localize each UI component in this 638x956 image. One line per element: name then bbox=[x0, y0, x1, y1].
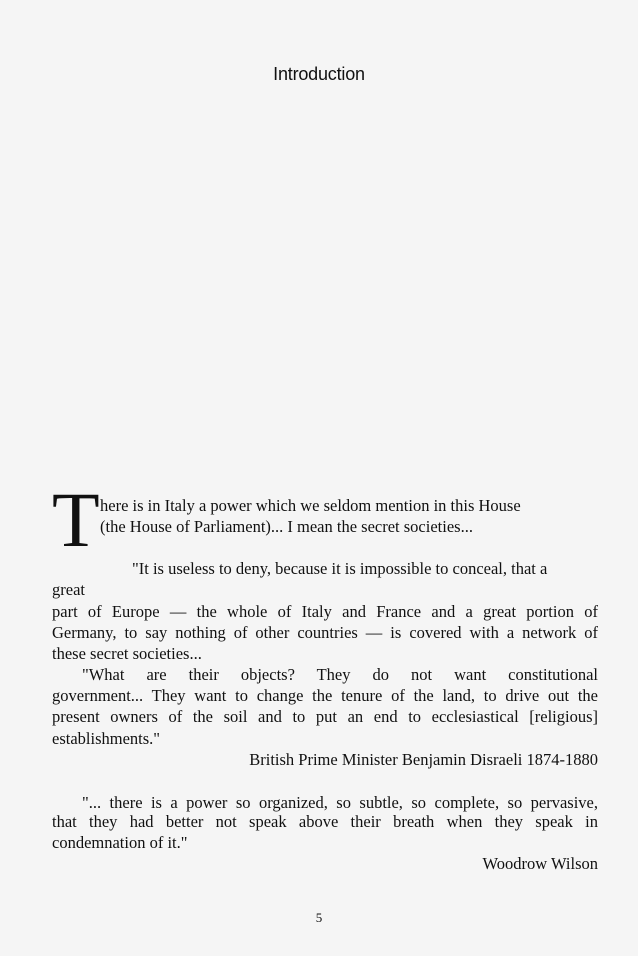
quote-line: these secret societies... bbox=[52, 644, 202, 663]
quote-line: present owners of the soil and to put an end to ecclesiastical [religious] bbox=[52, 707, 598, 726]
quote-line: condemnation of it." bbox=[52, 833, 188, 852]
quote-line: that they had better not speak above their breath when they speak in bbox=[52, 812, 598, 831]
quote-line: great bbox=[52, 580, 85, 599]
page-title: Introduction bbox=[273, 64, 365, 84]
intro-line: (the House of Parliament)... I mean the secret societies... bbox=[100, 517, 473, 536]
page-number: 5 bbox=[315, 910, 323, 925]
quote-line: Germany, to say nothing of other countries — is covered with a network of bbox=[52, 623, 598, 642]
quote-attribution: British Prime Minister Benjamin Disraeli 1874-1880 bbox=[249, 750, 598, 769]
quote-line: "... there is a power so organized, so subtle, so complete, so pervasive, bbox=[82, 793, 598, 812]
quote-line: government... They want to change the tenure of the land, to drive out the bbox=[52, 686, 598, 705]
quote-line: part of Europe — the whole of Italy and France and a great portion of bbox=[52, 602, 598, 621]
quote-line: establishments." bbox=[52, 729, 161, 748]
quote-attribution: Woodrow Wilson bbox=[482, 854, 598, 873]
drop-cap: T bbox=[52, 476, 100, 563]
intro-line: here is in Italy a power which we seldom mention in this House bbox=[100, 496, 521, 515]
quote-line: "It is useless to deny, because it is impossible to conceal, that a bbox=[132, 559, 548, 578]
quote-line: "What are their objects? They do not want constitutional bbox=[82, 665, 598, 684]
